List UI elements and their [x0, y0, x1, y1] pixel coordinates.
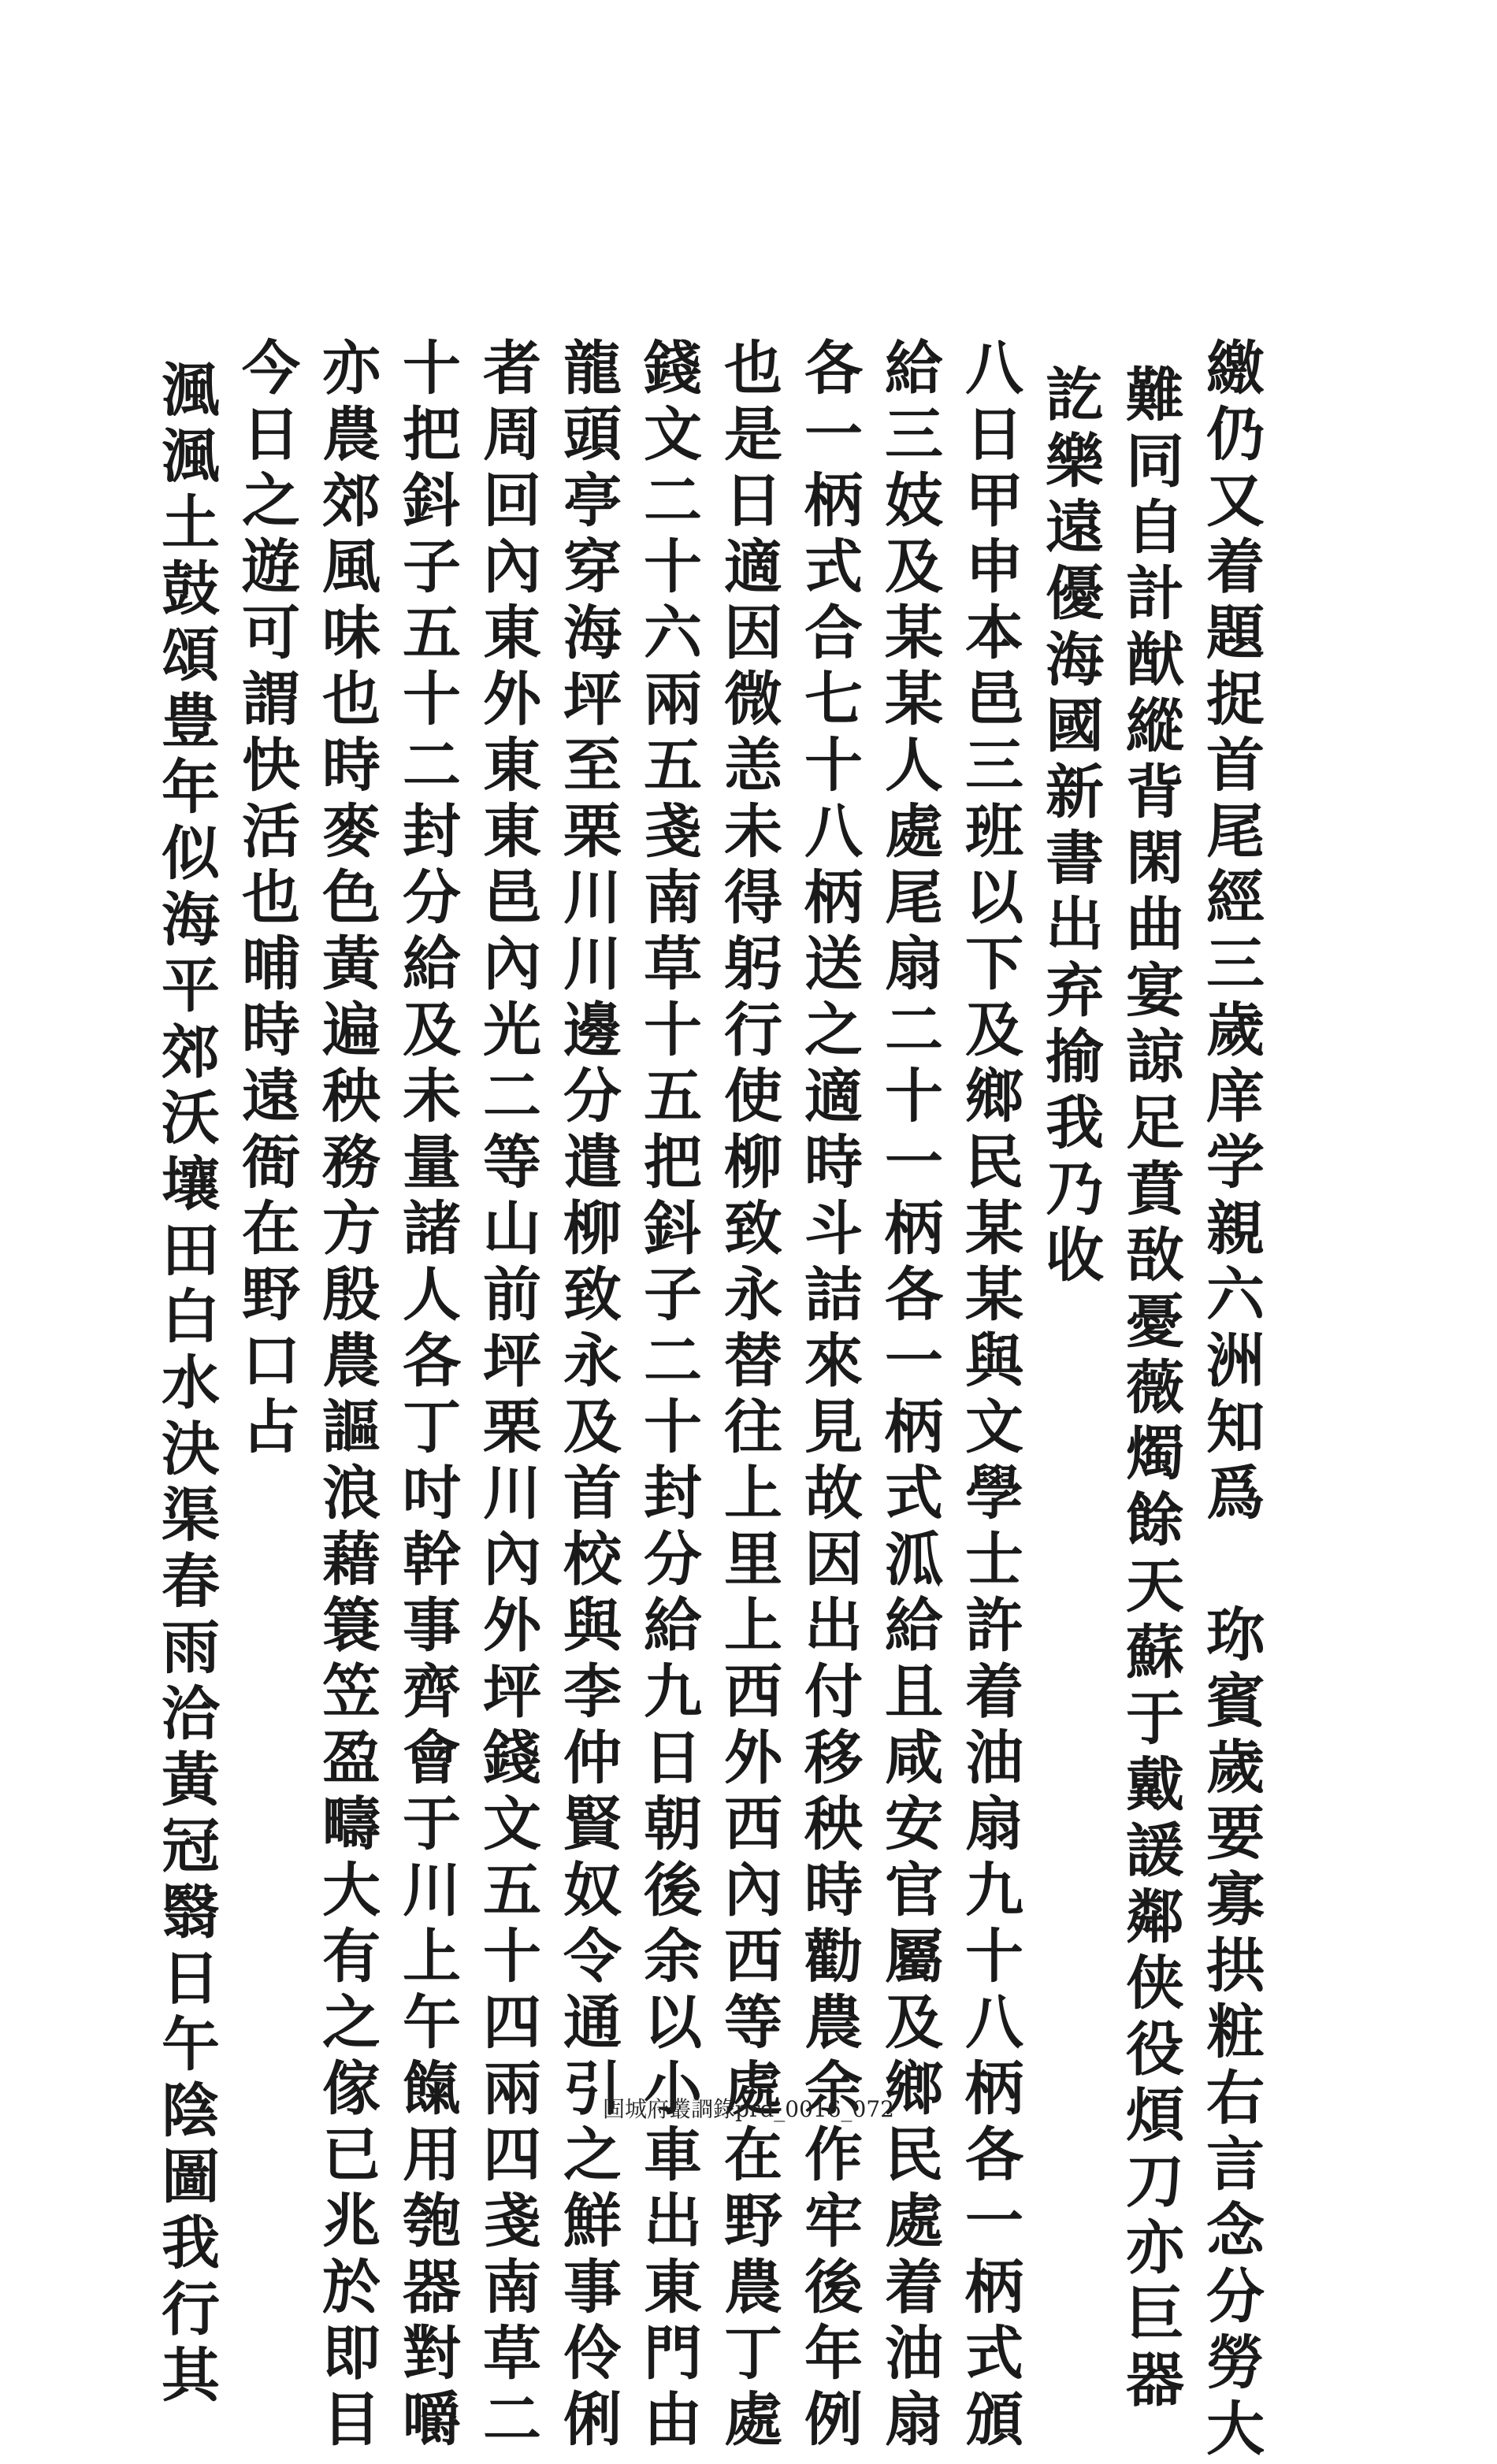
page-caption: 固城府叢𧨝錄prd_0016_072 [603, 2096, 894, 2122]
text-column: 各一柄式合七十八柄送之適時斗詰來見故因出付移秧時勸農余作牢後年例 [795, 337, 863, 2455]
text-column: 錢文二十六兩五戔南草十五把鈄子二十封分給九日朝後余以小車出東門由 [634, 337, 702, 2455]
text-column: 八日甲申本邑三班以下及鄉民某某與文學士許着油扇九十八柄各一柄式頒 [956, 337, 1023, 2455]
text-column: 亦農郊風味也時麥色黃遍秧務方殷農謳浪藉簑笠盈疇大有之傢已兆於即目 [313, 337, 381, 2455]
text-column: 十把鈄子五十二封分給及未量諸人各丁吋幹事齊會于川上午餼用匏器對嚼 [393, 337, 461, 2455]
text-column: 給三妓及某某人處尾扇二十一柄各一柄式泒給且咸安官屬及鄉民處着油扇 [875, 337, 943, 2455]
text-column: 今日之遊可謂快活也晡時遠衙在野口占 [232, 337, 300, 1462]
text-column: 也是日適因微恙未得躬行使柳致永替往上里上西外西內西等處在野農丁處 [715, 337, 782, 2455]
text-column: 難同自計猷縱背閑曲宴諒足賁敔憂薇燭餘天蘇于戴諼鄰侠役煩刀亦巨器 [1116, 364, 1184, 2415]
text-column: 訖樂遠優海國新書出弃揄我乃收 [1036, 364, 1104, 1290]
text-column: 龍頭亭穿海坪至栗川川邊分遣柳致永及首校與李仲賢奴令通引之鮮事伶俐 [554, 337, 622, 2455]
text-column: 渢渢土鼓頌豊年似海平郊沃壤田白水決渠春雨洽黃冠翳日午陰圖我行其 [152, 359, 220, 2410]
text-column: 者周回內東外東東邑內光二等山前坪栗川內外坪錢文五十四兩四戔南草二 [474, 337, 541, 2455]
text-column: 繳仍又着題捉首尾經三歲庠学親六洲知爲 珎賓歲要寡拱粧右言念分勞大 [1197, 337, 1265, 2464]
